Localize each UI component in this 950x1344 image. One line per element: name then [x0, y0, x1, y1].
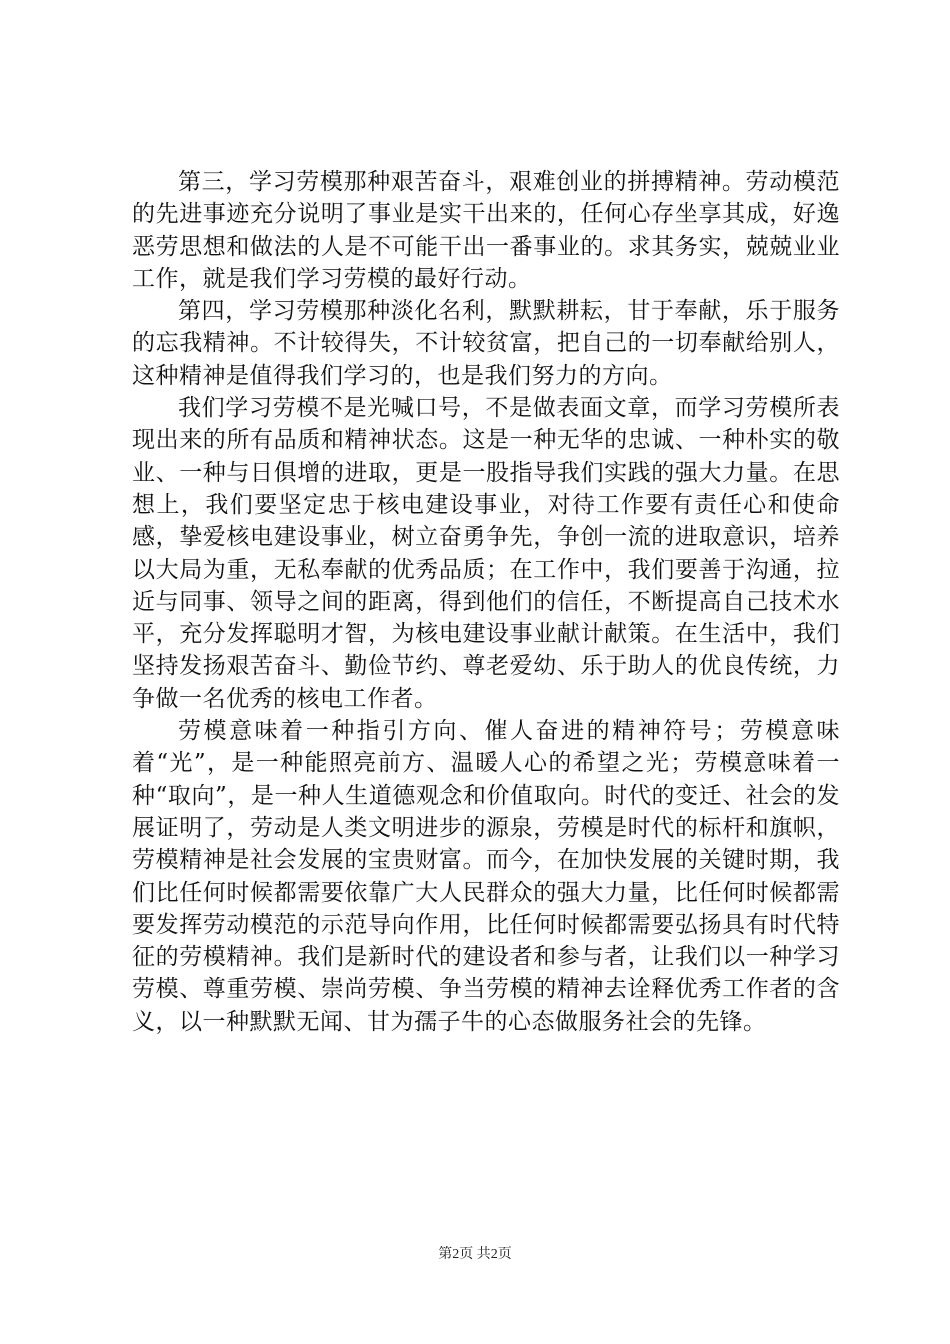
page-number-footer: 第2页 共2页 — [438, 1247, 512, 1262]
paragraph-learning-model: 我们学习劳模不是光喊口号，不是做表面文章，而学习劳模所表现出来的所有品质和精神状态。这是一种无华的忠诚、一种朴实的敬业、一种与日俱增的进取，更是一股指导我们实践的强大力量。在思想上，我们要坚定忠于核电建设事业，对待工作要有责任心和使命感，挚爱核电建设事业，树立奋勇争先，争创一流的进取意识，培养以大局为重，无私奉献的优秀品质；在工作中，我们要善于沟通，拉近与同事、领导之间的距离，得到他们的信任，不断提高自己技术水平，充分发挥聪明才智，为核电建设事业献计献策。在生活中，我们坚持发扬艰苦奋斗、勤俭节约、尊老爱幼、乐于助人的优良传统，力争做一名优秀的核电工作者。 — [132, 395, 840, 712]
paragraph-fourth-point: 第四，学习劳模那种淡化名利，默默耕耘，甘于奉献，乐于服务的忘我精神。不计较得失，不计较贫富，把自己的一切奉献给别人，这种精神是值得我们学习的，也是我们努力的方向。 — [132, 298, 840, 389]
paragraph-third-point: 第三，学习劳模那种艰苦奋斗，艰难创业的拼搏精神。劳动模范的先进事迹充分说明了事业是实干出来的，任何心存坐享其成，好逸恶劳思想和做法的人是不可能干出一番事业的。求其务实，兢兢业业工作，就是我们学习劳模的最好行动。 — [132, 169, 840, 292]
paragraph-model-meaning: 劳模意味着一种指引方向、催人奋进的精神符号；劳模意味着“光”，是一种能照亮前方、温暖人心的希望之光；劳模意味着一种“取向”，是一种人生道德观念和价值取向。时代的变迁、社会的发展证明了，劳动是人类文明进步的源泉，劳模是时代的标杆和旗帜，劳模精神是社会发展的宝贵财富。而今，在加快发展的关键时期，我们比任何时候都需要依靠广大人民群众的强大力量，比任何时候都需要发挥劳动模范的示范导向作用，比任何时候都需要弘扬具有时代特征的劳模精神。我们是新时代的建设者和参与者，让我们以一种学习劳模、尊重劳模、崇尚劳模、争当劳模的精神去诠释优秀工作者的含义，以一种默默无闻、甘为孺子牛的心态做服务社会的先锋。 — [132, 718, 840, 1035]
document-body — [132, 166, 840, 1038]
